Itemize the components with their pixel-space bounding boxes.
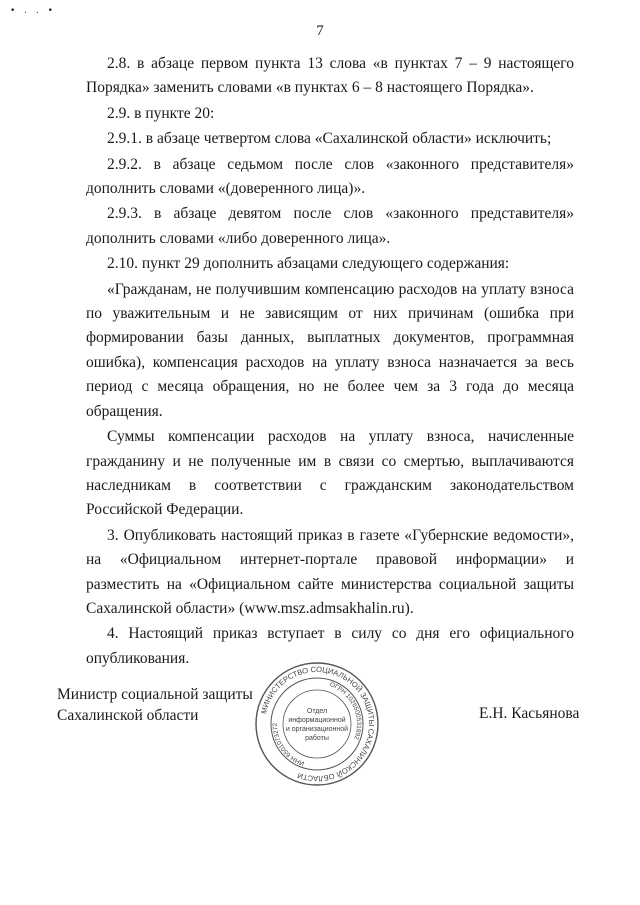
seal-outer-ring-text: МИНИСТЕРСТВО СОЦИАЛЬНОЙ ЗАЩИТЫ САХАЛИНСКОЙ ОБЛАСТИ	[259, 664, 377, 784]
paragraph-2-9-2: 2.9.2. в абзаце седьмом после слов «законного представителя» дополнить словами «(доверенного лица)».	[86, 155, 574, 198]
seal-center-line3: и организационной	[285, 726, 349, 733]
seal-center-line1: Отдел	[306, 708, 328, 715]
document-body	[86, 52, 574, 672]
seal-inner-circle	[283, 690, 351, 758]
paragraph-2-9-3: 2.9.3. в абзаце девятом после слов «законного представителя» дополнить словами «либо доверенного лица».	[86, 205, 574, 247]
seal-ogrn: ОГРН 1026500531892	[328, 681, 363, 741]
paragraph-compensation: «Гражданам, не получившим компенсацию расходов на уплату взноса по уважительным и не зависящим от них причинам (ошибка при формировании базы данных, выплатных документов, программная ошибка), компенсация расходов на уплату взноса назначается за весь период с месяца обращения, но не более чем за 3 года до месяца обращения.	[86, 280, 574, 420]
page-number: 7	[316, 23, 324, 39]
signatory-position-line2: Сахалинской области	[57, 707, 199, 724]
paragraph-2-8: 2.8. в абзаце первом пункта 13 слова «в пунктах 7 – 9 настоящего Порядка» заменить словами «в пунктах 6 – 8 настоящего Порядка».	[86, 55, 574, 97]
paragraph-sums: Суммы компенсации расходов на уплату взноса, начисленные гражданину и не полученные им в связи со смертью, выплачиваются наследникам в соответствии с гражданским законодательством Российской Федерации.	[86, 428, 574, 519]
paragraph-2-10: 2.10. пункт 29 дополнить абзацами следующего содержания:	[107, 255, 510, 273]
seal-inn: ИНН 6501073272	[271, 722, 306, 767]
signatory-position	[57, 684, 253, 726]
seal-center-line2: информационной	[288, 717, 346, 724]
paragraph-2-9-1: 2.9.1. в абзаце четвертом слова «Сахалинской области» исключить;	[107, 130, 552, 148]
scan-marks: • . . •	[10, 6, 56, 16]
paragraph-3-publish: 3. Опубликовать настоящий приказ в газете «Губернские ведомости», на «Официальном интернет-портале правовой информации» и разместить на «Официальном сайте министерства социальной защиты Сахалинской области» (www.msz.admsakhalin.ru).	[86, 526, 574, 617]
seal-center-line4: работы	[305, 735, 329, 742]
signatory-name: Е.Н. Касьянова	[479, 705, 580, 722]
signatory-position-line1: Министр социальной защиты	[57, 686, 253, 703]
paragraph-4-effective: 4. Настоящий приказ вступает в силу со дня его официального опубликования.	[86, 625, 574, 667]
paragraph-2-9: 2.9. в пункте 20:	[107, 104, 215, 122]
seal-middle-circle	[271, 678, 363, 770]
official-seal-stamp	[253, 660, 381, 788]
